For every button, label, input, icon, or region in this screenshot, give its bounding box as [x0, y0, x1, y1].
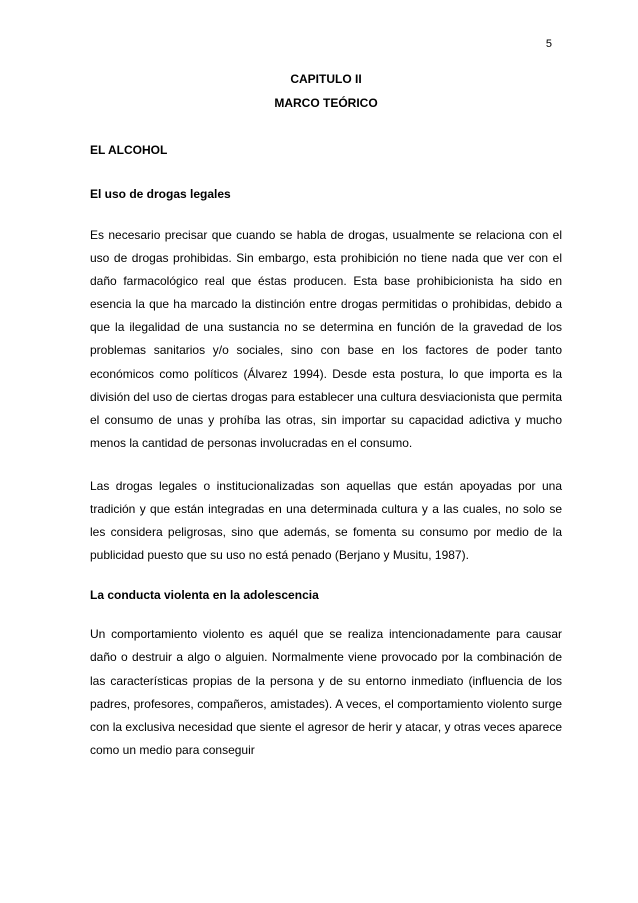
page-number: 5 — [545, 38, 552, 50]
page-content — [90, 70, 562, 762]
paragraph-legal-drugs-2: Las drogas legales o institucionalizadas son aquellas que están apoyadas por una tradición y que están integradas en una determinada cultura y a las cuales, no solo se les considera peligrosas, sino que además, se fomenta su consumo por medio de la publicidad puesto que su uso no está penado (Berjano y Musitu, 1987). — [90, 478, 562, 563]
subsection-heading-legal-drugs: El uso de drogas legales — [90, 187, 231, 201]
subsection-heading-violent-behavior: La conducta violenta en la adolescencia — [90, 588, 319, 603]
paragraph-legal-drugs-1: Es necesario precisar que cuando se habla de drogas, usualmente se relaciona con el uso de drogas prohibidas. Sin embargo, esta prohibición no tiene nada que ver con el daño farmacológico real que éstas producen. Esta base prohibicionista ha sido en esencia la que ha marcado la distinción entre drogas permitidas o prohibidas, debido a que la ilegalidad de una sustancia no se determina en función de la gravedad de los problemas sanitarios y/o sociales, sino con base en los factores de poder tanto económicos como políticos (Álvarez 1994). Desde esta postura, lo que importa es la división del uso de ciertas drogas para establecer una cultura desviacionista que permita el consumo de unas y prohíba las otras, sin importar su capacidad adictiva y mucho menos la cantidad de personas involucradas en el consumo. — [90, 228, 562, 450]
paragraph-violent-behavior-1: Un comportamiento violento es aquél que se realiza intencionadamente para causar daño o destruir a algo o alguien. Normalmente viene provocado por la combinación de las características propias de la persona y de su entorno inmediato (influencia de los padres, profesores, compañeros, amistades). A veces, el comportamiento violento surge con la exclusiva necesidad que siente el agresor de herir y atacar, y otras veces aparece como un medio para conseguir — [90, 627, 562, 757]
section-heading: EL ALCOHOL — [90, 143, 168, 157]
chapter-subtitle: MARCO TEÓRICO — [274, 96, 378, 110]
chapter-title: CAPITULO II — [290, 72, 362, 86]
